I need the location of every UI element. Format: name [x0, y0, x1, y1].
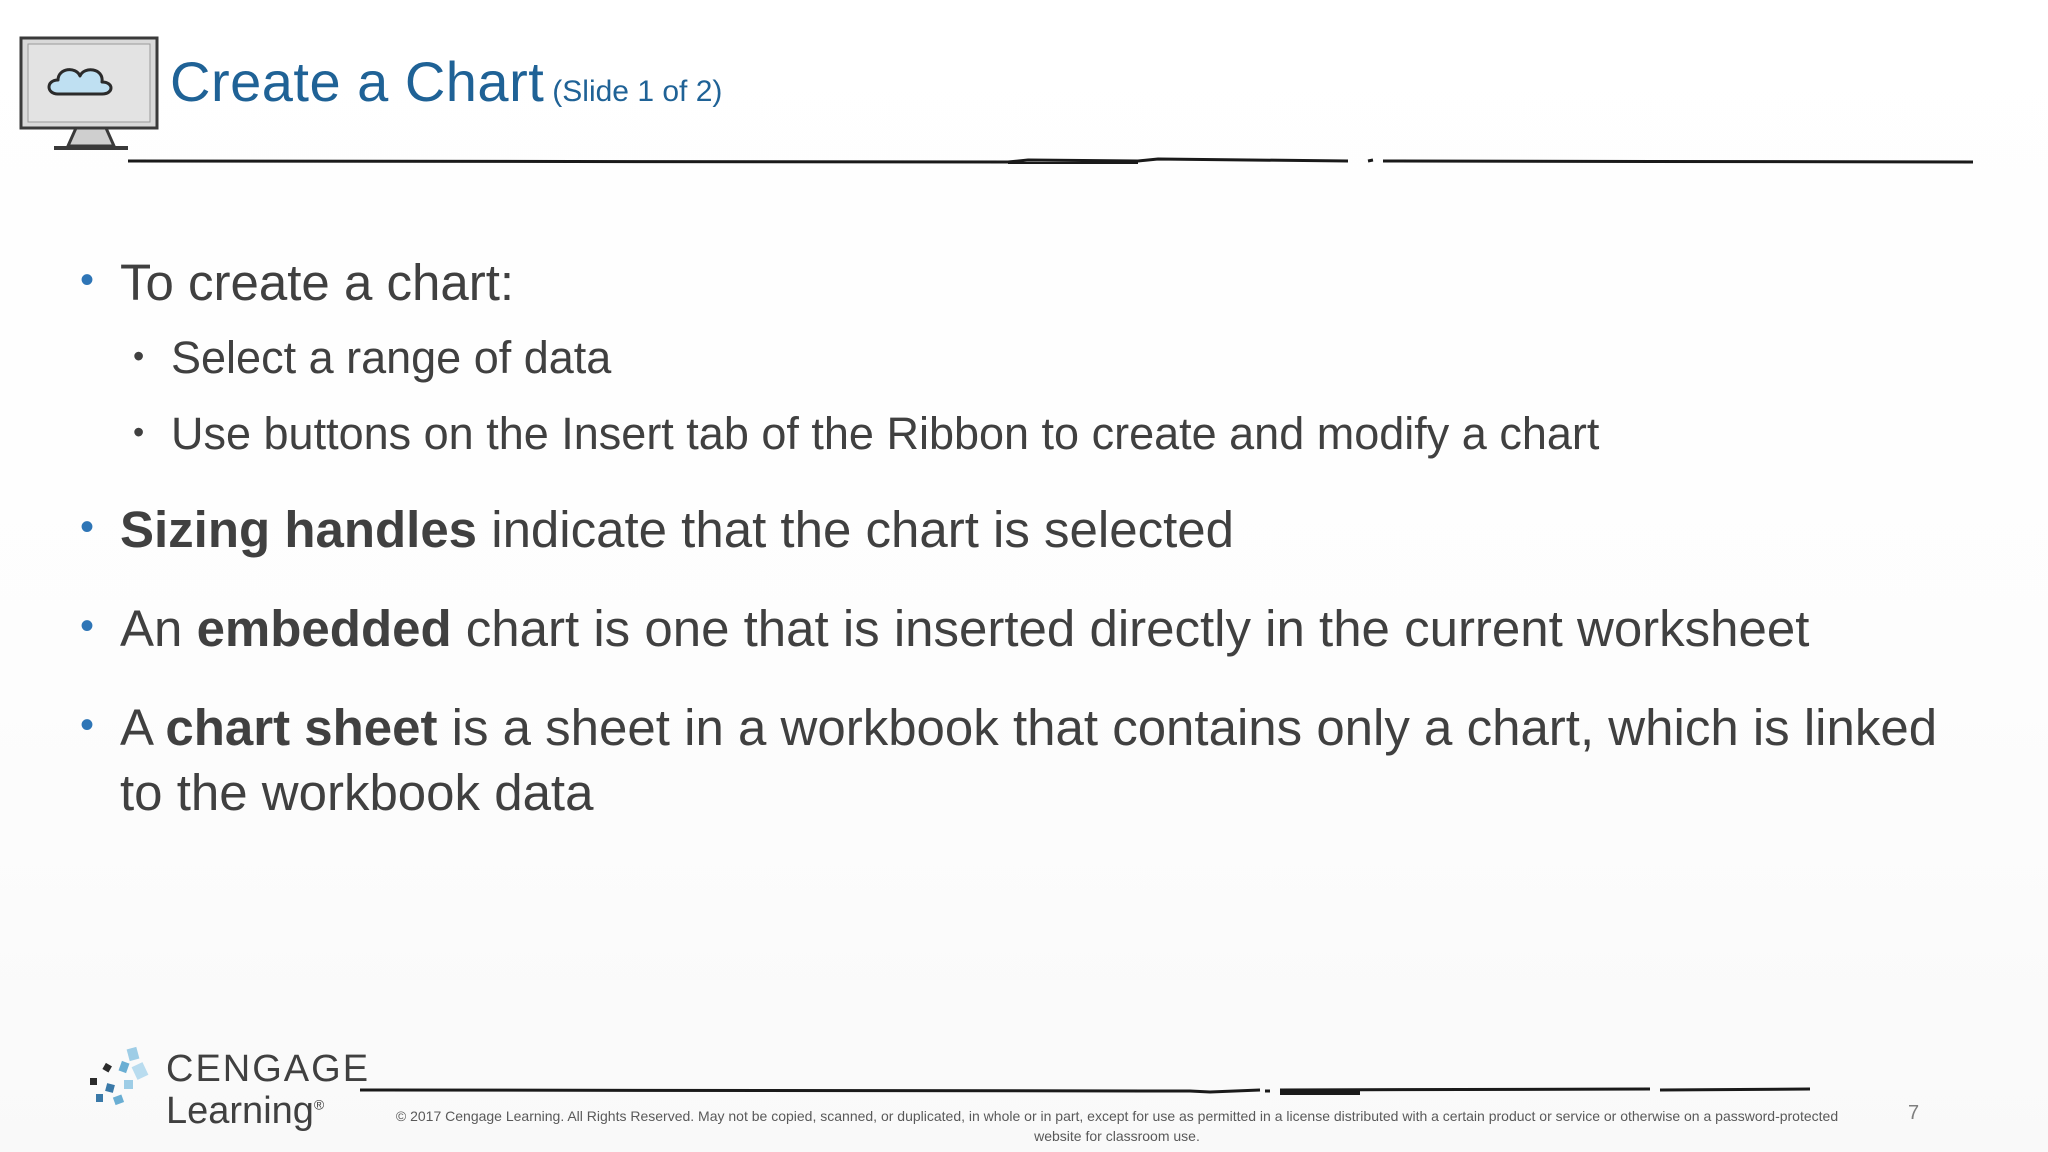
logo-wordmark-sub-text: Learning [166, 1090, 314, 1132]
bold-term: embedded [196, 600, 452, 657]
bullet-text-prefix: An [120, 600, 197, 657]
bullet-text: chart is one that is inserted directly in the current worksheet [451, 600, 1810, 657]
footer-divider [360, 1084, 1810, 1098]
logo-wordmark: CENGAGE [166, 1048, 371, 1090]
bullet-item [80, 695, 1980, 825]
title-subtitle: (Slide 1 of 2) [552, 75, 723, 108]
title-main: Create a Chart [170, 50, 545, 113]
bullet-text-prefix: A [120, 699, 166, 756]
bullet-item [80, 250, 1980, 315]
bullet-text: indicate that the chart is selected [477, 501, 1234, 558]
bold-term: chart sheet [165, 699, 438, 756]
bullet-item [80, 497, 1980, 562]
bullet-item [80, 596, 1980, 661]
registered-mark: ® [313, 1096, 325, 1113]
page-number: 7 [1908, 1102, 1920, 1124]
sub-bullet-item [80, 329, 1980, 387]
page-title [170, 50, 723, 113]
bullet-text: is a sheet in a workbook that contains only a chart, which is linked to the workbook data [120, 699, 1938, 821]
sub-bullet-item [80, 405, 1980, 463]
bold-term: Sizing handles [120, 501, 478, 558]
sub-bullet-text: Use buttons on the Insert tab of the Ribbon to create and modify a chart [171, 408, 1600, 459]
monitor-cloud-icon [18, 36, 164, 156]
slide-body [80, 250, 1980, 825]
header-divider [128, 154, 1973, 168]
bullet-text: To create a chart: [120, 254, 515, 311]
copyright-notice: © 2017 Cengage Learning. All Rights Reserved. May not be copied, scanned, or duplicated, in whole or in part, except for use as permitted in a license distributed with a certain product or service or otherwise on a password-protected website for classroom use. [395, 1108, 1839, 1144]
sub-bullet-text: Select a range of data [171, 332, 612, 383]
logo-wordmark-sub [166, 1090, 324, 1133]
